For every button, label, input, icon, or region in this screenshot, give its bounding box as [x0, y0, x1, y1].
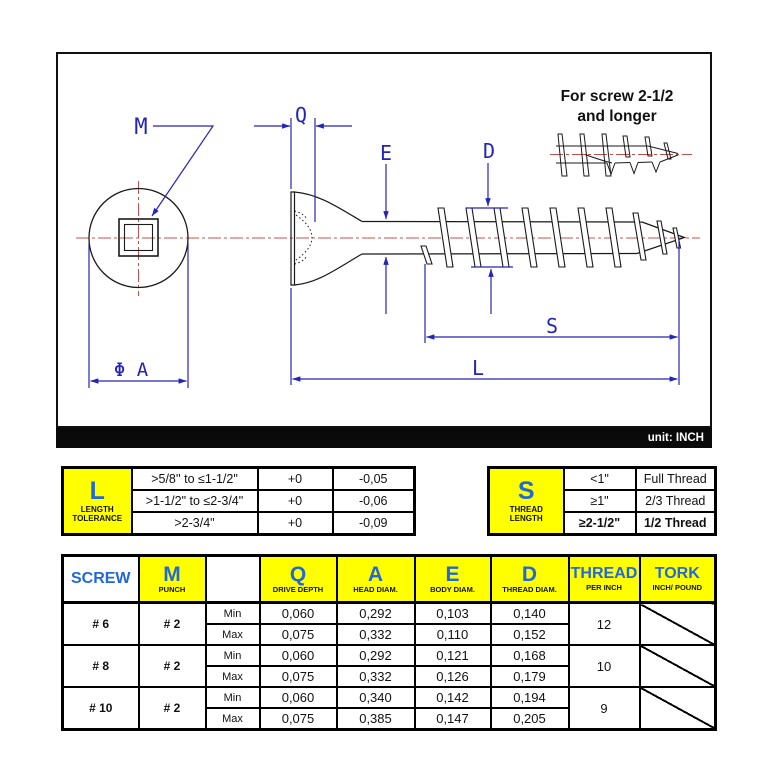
unit-label: unit: INCH: [647, 432, 704, 444]
value-cell: 0,103: [415, 603, 491, 625]
table-row: [63, 645, 716, 666]
value-cell: 0,194: [491, 687, 569, 708]
value-cell: 0,142: [415, 687, 491, 708]
unit-bar: [56, 428, 712, 448]
bugle-bottom-curve: [295, 254, 363, 285]
range-cell: >1-1/2" to ≤2-3/4": [132, 490, 258, 512]
col-header-screw: SCREW: [63, 556, 139, 603]
max-label-cell: Max: [206, 666, 260, 687]
tork-cell-crossed: [640, 687, 716, 730]
length-tolerance-header: [63, 468, 132, 535]
value-cell: 0,126: [415, 666, 491, 687]
col-header-d-thread-diam: D THREAD DIAM.: [491, 556, 569, 603]
value-cell: 0,140: [491, 603, 569, 625]
punch-cell: # 2: [139, 687, 206, 730]
dim-label-d: D: [482, 139, 496, 163]
col-header-m-punch: M PUNCH: [139, 556, 206, 603]
symbol-s: S: [517, 477, 535, 506]
dim-label-q: Q: [294, 103, 308, 127]
header-title-line2: LENGTH: [509, 514, 543, 524]
min-label-cell: Min: [206, 603, 260, 625]
range-cell: >2-3/4": [132, 512, 258, 535]
screw-spec-table: [61, 554, 717, 731]
screw-size-cell: # 8: [63, 645, 139, 687]
value-cell: 0,292: [337, 603, 415, 625]
value-cell: 0,332: [337, 624, 415, 645]
header-title-line2: TOLERANCE: [72, 514, 123, 524]
symbol-l: L: [89, 477, 105, 506]
col-header-thread-per-inch: THREAD PER INCH: [569, 556, 640, 603]
header-title-line1: LENGTH: [80, 504, 114, 514]
dim-label-e: E: [379, 141, 393, 165]
min-label-cell: Min: [206, 687, 260, 708]
thread-value-cell: 2/3 Thread: [636, 490, 716, 512]
drawing-frame: [56, 52, 712, 428]
note-line-2: and longer: [577, 108, 657, 125]
value-cell: 0,168: [491, 645, 569, 666]
value-cell: 0,121: [415, 645, 491, 666]
value-cell: 0,110: [415, 624, 491, 645]
m-leader-line: [152, 126, 213, 216]
table-row: [63, 603, 716, 625]
value-cell: 0,179: [491, 666, 569, 687]
thread-per-inch-cell: 10: [569, 645, 640, 687]
col-header-q-drive-depth: Q DRIVE DEPTH: [260, 556, 337, 603]
col-header-tork: TORK INCH/ POUND: [640, 556, 716, 603]
technical-drawing: [58, 54, 710, 426]
max-label-cell: Max: [206, 708, 260, 730]
condition-cell: ≥1": [564, 490, 636, 512]
header-row: [63, 556, 716, 603]
col-header-a-head-diam: A HEAD DIAM.: [337, 556, 415, 603]
value-cell: 0,340: [337, 687, 415, 708]
tork-cell-crossed: [640, 603, 716, 646]
thread-length-table: [487, 466, 717, 536]
max-label-cell: Max: [206, 624, 260, 645]
dim-label-phi-a: Φ A: [113, 359, 149, 381]
minus-tol-cell: -0,06: [333, 490, 415, 512]
value-cell: 0,075: [260, 666, 337, 687]
value-cell: 0,147: [415, 708, 491, 730]
shank-bottom: [362, 254, 637, 255]
range-cell: >5/8'' to ≤1-1/2": [132, 468, 258, 491]
value-cell: 0,060: [260, 645, 337, 666]
table-row: [489, 468, 716, 491]
dim-label-l: L: [471, 356, 485, 380]
value-cell: 0,292: [337, 645, 415, 666]
value-cell: 0,385: [337, 708, 415, 730]
table-row: [63, 687, 716, 708]
value-cell: 0,152: [491, 624, 569, 645]
thread-per-inch-cell: 9: [569, 687, 640, 730]
plus-tol-cell: +0: [258, 512, 333, 535]
bugle-top-curve: [295, 192, 363, 222]
value-cell: 0,205: [491, 708, 569, 730]
value-cell: 0,075: [260, 708, 337, 730]
thread-value-cell: Full Thread: [636, 468, 716, 491]
minus-tol-cell: -0,09: [333, 512, 415, 535]
plus-tol-cell: +0: [258, 490, 333, 512]
punch-cell: # 2: [139, 645, 206, 687]
condition-cell: <1": [564, 468, 636, 491]
punch-cell: # 2: [139, 603, 206, 646]
screw-size-cell: # 6: [63, 603, 139, 646]
min-label-cell: Min: [206, 645, 260, 666]
value-cell: 0,332: [337, 666, 415, 687]
screw-size-cell: # 10: [63, 687, 139, 730]
header-title-line1: THREAD: [509, 504, 543, 514]
thread-length-header: [489, 468, 564, 535]
condition-cell: ≥2-1/2": [564, 512, 636, 535]
thread-value-cell: 1/2 Thread: [636, 512, 716, 535]
note-line-1: For screw 2-1/2: [560, 88, 674, 105]
value-cell: 0,075: [260, 624, 337, 645]
tork-cell-crossed: [640, 645, 716, 687]
length-tolerance-table: [61, 466, 416, 536]
dim-label-s: S: [545, 314, 559, 338]
plus-tol-cell: +0: [258, 468, 333, 491]
thread-per-inch-cell: 12: [569, 603, 640, 646]
minus-tol-cell: -0,05: [333, 468, 415, 491]
value-cell: 0,060: [260, 603, 337, 625]
col-header-e-body-diam: E BODY DIAM.: [415, 556, 491, 603]
value-cell: 0,060: [260, 687, 337, 708]
col-header-empty: [206, 556, 260, 603]
table-row: [63, 468, 415, 491]
dim-label-m: M: [134, 115, 148, 140]
